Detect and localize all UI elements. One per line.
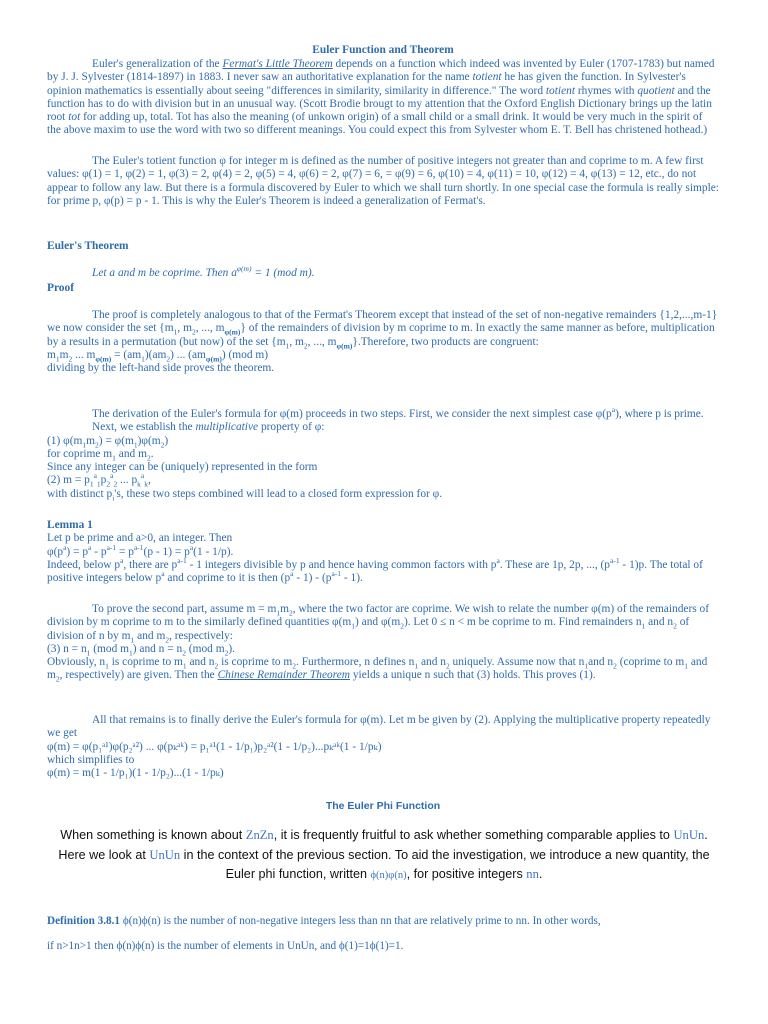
text: )(am xyxy=(144,348,167,361)
text: totient xyxy=(472,71,502,84)
text: (1 - 1/p). xyxy=(193,545,234,558)
simplifies-line: which simplifies to xyxy=(47,753,135,766)
text: To prove the second part, assume m = m xyxy=(92,603,277,615)
text: Euler's generalization of the xyxy=(92,58,223,70)
text: (mod m xyxy=(90,642,129,655)
text: ). Let 0 ≤ n < m be coprime to m. Find remainders n xyxy=(403,616,642,629)
proof-paragraph: The proof is completely analogous to that of the Fermat's Theorem except that instead of the set of non-negative remainders {1,2,...,m-1} we now consider the set {$m_1$, $m_2$, ..., $m_{\varphi(m)}$} of the remainders of division by m coprime to m. In exactly the same manner as before, multiplication by a results in a permutation (but now) of the set {$m_1$, $m_2$, ..., $m_{\varphi(m)}\}.Therefore$, two products are congruent: xyxy=(47,309,718,350)
derivation-paragraph: The derivation of the Euler's formula for φ(m) proceeds in two steps. First, we consider the next simplest case $\varphi(p^a)$, where p is prime. xyxy=(92,405,704,420)
text: depends on a function which indeed was invented by Euler (1707-1783) but named by J. J. Sylvester (1814-1897) in 1883. I never saw an authoritative explanation for the name xyxy=(47,58,715,84)
phi-intro-paragraph xyxy=(52,826,716,886)
closed-form-formula: φ(m) = m(1 - 1/p₁)(1 - 1/p₂)...(1 - 1/pₖ) xyxy=(47,767,224,780)
text: ) = φ(m xyxy=(98,434,134,447)
derivation-block xyxy=(47,405,719,503)
text: ) = p xyxy=(66,545,89,558)
multiplicative-line xyxy=(47,421,719,434)
text: , xyxy=(147,474,151,487)
text: ... m xyxy=(72,348,96,361)
text: ) ... (am xyxy=(170,348,206,361)
math-inline: nn xyxy=(526,867,539,881)
text: ). xyxy=(228,642,235,655)
crt-paragraph: Obviously, $n_1$ is coprime to $m_1$ and $n_2$ is coprime to $m_2$. Furthermore, n defines $n_1$ and $n_2$ uniquely. Assume now that $n_1and$ $n_2$ (coprime to $m_1$ and $m_2$, respectively) are given. Then the Chinese Remainder Theorem yields a unique n such that (3) holds. This proves (1). xyxy=(47,656,708,684)
text: tot xyxy=(68,111,81,124)
text: quotient xyxy=(637,84,675,97)
chinese-remainder-theorem-link[interactable]: Chinese Remainder Theorem xyxy=(217,669,351,682)
equation-3: (3) $n = n_1$ (mod $m_1$) and $n = n_2$ (mod $m_2$). xyxy=(47,642,235,658)
text: if n>1n>1 then ϕ(n)ϕ(n) is the number of elements in UnUn, and ϕ(1)=1ϕ(1)=1. xyxy=(47,940,404,952)
text: , respectively: xyxy=(169,629,233,642)
equation-1: (1) $\varphi(m_1m_2) = \varphi(m_1)\varphi(m_2)$ xyxy=(47,434,169,449)
text: . Here we look at xyxy=(58,828,708,862)
text: Let a and m be coprime. Then a xyxy=(92,267,237,279)
text: - 1). xyxy=(341,572,363,585)
text: . These are 1p, 2p, ..., (p xyxy=(499,558,610,571)
text: = (am xyxy=(111,348,142,361)
text: and the function has to do with division but in an unusual way. (Scott Brodie brougt to my attention that the Oxford English Dictionary brings up the latin root xyxy=(47,84,712,124)
text: . xyxy=(538,867,543,881)
math-inline: UnUn xyxy=(149,847,181,862)
text: - 1)p. The total of positive integers below p xyxy=(47,558,703,585)
text: , ..., m xyxy=(195,322,225,335)
intro-paragraph xyxy=(47,58,719,138)
proof-heading: Proof xyxy=(47,282,74,294)
text: he has given the function. In Sylvester's opinion mathematics is essentially about seeing "differences in similarity, similarity in difference." The word xyxy=(47,71,686,97)
second-part-block xyxy=(47,603,719,683)
text: ) (mod m) xyxy=(221,348,269,361)
text: multiplicative xyxy=(195,421,259,434)
text: ) and φ(m xyxy=(355,616,401,629)
text: = p xyxy=(116,545,134,558)
text: and m xyxy=(47,656,708,682)
exponent: φ(m) xyxy=(236,264,252,274)
text: m xyxy=(47,348,56,361)
coprime-line: for coprime $m_1$ and $m_2$. xyxy=(47,447,154,463)
text: uniquely. Assume now that n xyxy=(449,656,585,669)
text: } of the remainders of division by m coprime to m. In exactly the same manner as before, multiplication by a results in a permutation (but now) of the set {m xyxy=(47,322,715,348)
text: }.Therefore, two products are congruent: xyxy=(352,335,539,348)
text: , it is frequently fruitful to ask whether something comparable applies to xyxy=(273,828,674,842)
text: 's, these two steps combined will lead to a closed form expression for φ. xyxy=(114,487,443,500)
text: (1) φ(m xyxy=(47,434,83,447)
text: in the context of the previous section. To aid the investigation, we introduce a new quantity, the Euler phi function, written xyxy=(180,847,710,881)
text: (p - 1) = p xyxy=(143,545,190,558)
lemma-formula: $\varphi(p^a) = p^a - p^{a-1} = p^{a-1}(p - 1) = p^a(1 - 1/p)$. xyxy=(47,542,234,558)
text: m xyxy=(86,434,95,447)
text: and n xyxy=(418,656,446,669)
text: , there are p xyxy=(123,558,178,571)
text: Indeed, below p xyxy=(47,558,121,571)
theorem-statement xyxy=(92,264,712,280)
definition-label: Definition 3.8.1 xyxy=(47,915,121,927)
text: property of φ: xyxy=(258,421,325,434)
lemma-heading: Lemma 1 xyxy=(47,519,93,531)
text: φ(p xyxy=(47,545,64,558)
text: , m xyxy=(177,322,192,335)
equation-2: (2) $m = p_1^a_1p_2^a_2$ ... $p_k^a_k$, xyxy=(47,471,151,489)
lemma-block xyxy=(47,519,719,585)
text: is coprime to m xyxy=(218,656,293,669)
text: is coprime to m xyxy=(108,656,183,669)
phi-section-heading: The Euler Phi Function xyxy=(325,800,441,812)
product-formula: φ(m) = φ(p₁ᵃ¹)φ(p₂ᵃ²) ... φ(pₖᵃᵏ) = p₁ᵃ¹(1 - 1/p₁)p₂ᵃ²(1 - 1/p₂)...pₖᵃᵏ(1 - 1/pₖ) xyxy=(47,740,382,753)
text: , for positive integers xyxy=(406,867,527,881)
text: Obviously, n xyxy=(47,656,106,669)
text: , ..., m xyxy=(307,335,337,348)
text: totient xyxy=(545,84,575,97)
text: - 1) - (p xyxy=(293,572,332,585)
text: , respectively) are given. Then the xyxy=(59,669,218,682)
text: and n xyxy=(588,656,614,669)
text: , where the two factor are coprime. We wish to relate the number φ(m) of the remainders of division by m coprime to m to the similarly defined quantities φ(m xyxy=(47,603,710,629)
lemma-proof: Indeed, below $p^a$, there are $p^{a-1} - 1$ integers divisible by p and hence having common factors with $p^a$. These are 1p, 2p, ..., $(p^{a-1} - 1)p$. The total of positive integers below $p^a$ and coprime to it is then $(p^a - 1) - (p^{a-1} - 1)$. xyxy=(47,556,703,585)
fermats-little-theorem-link[interactable]: Fermat's Little Theorem xyxy=(222,58,333,70)
text: rhymes with xyxy=(574,84,638,97)
text: (coprime to m xyxy=(616,656,685,669)
final-paragraph: All that remains is to finally derive the Euler's formula for φ(m). Let m be given by (2). Applying the multiplicative property repeatedly we get xyxy=(47,714,711,740)
totient-definition-paragraph: The Euler's totient function φ for integer m is defined as the number of positive integers not greater than and coprime to m. A few first values: φ(1) = 1, φ(2) = 1, φ(3) = 2, φ(4) = 2, φ(5) = 4, φ(6) = 2, φ(7) = 6, = φ(9) = 6, φ(10) = 4, φ(11) = 10, φ(12) = 4, φ(13) = 12, etc., do not appear to follow any law. But there is a formula discovered by Euler to which we shall turn shortly. In one special case the formula is really simple: for prime p, φ(p) = p - 1. This is why the Euler's Theorem is indeed a generalization of Fermat's. xyxy=(47,155,719,207)
text: (3) n = n xyxy=(47,642,87,655)
text: and n xyxy=(186,656,215,669)
text: When something is known about xyxy=(60,828,246,842)
text: and m xyxy=(115,447,147,460)
text: ) xyxy=(164,434,169,447)
text: and n xyxy=(645,616,674,629)
text: . xyxy=(150,447,154,460)
text: (mod m xyxy=(185,642,225,655)
text: and coprime to it is then (p xyxy=(164,572,291,585)
text: ϕ(n)ϕ(n) is the number of non-negative integers less than nn that are relatively prime to nn. In other words, xyxy=(120,915,601,927)
text: - p xyxy=(91,545,107,558)
distinct-primes-line: with distinct $p_i's$, these two steps combined will lead to a closed form expression for φ. xyxy=(47,487,443,503)
text: with distinct p xyxy=(47,487,113,500)
text: of division of n by m xyxy=(47,616,690,642)
second-part-paragraph: To prove the second part, assume $m = m_1m_2$, where the two factor are coprime. We wish to relate the number φ(m) of the remainders of division by m coprime to m to the similarly defined quantities $\varphi(m_1)$ and $\varphi(m_2)$. Let 0 ≤ n < m be coprime to m. Find remainders $n_1$ and $n_2$ of division of n by $m_1$ and $m_2$, respectively: xyxy=(47,603,710,644)
math-inline: UnUn xyxy=(673,828,705,842)
text: Next, we establish the xyxy=(92,421,196,434)
text: ) and n = n xyxy=(132,642,183,655)
text: ), where p is prime. xyxy=(615,408,704,420)
text: . Furthermore, n defines n xyxy=(296,656,415,669)
text: p xyxy=(100,474,107,487)
text: - 1 integers divisible by p and hence having common factors with p xyxy=(186,558,497,571)
text: )φ(m xyxy=(137,434,161,447)
text: ... p xyxy=(117,474,138,487)
representation-line: Since any integer can be (uniquely) represented in the form xyxy=(47,461,318,474)
page-title: Euler Function and Theorem xyxy=(312,44,454,56)
text: for coprime m xyxy=(47,447,113,460)
final-derivation-block xyxy=(47,714,719,780)
math-inline: ZnZn xyxy=(245,828,274,842)
text: m xyxy=(59,348,69,361)
text: yields a unique n such that (3) holds. This proves (1). xyxy=(350,669,596,682)
text: The proof is completely analogous to that of the Fermat's Theorem except that instead of the set of non-negative remainders {1,2,...,m-1} we now consider the set {m xyxy=(47,309,718,335)
text: The derivation of the Euler's formula for φ(m) proceeds in two steps. First, we consider the next simplest case φ(p xyxy=(92,408,612,420)
text: m xyxy=(280,603,289,615)
definition-paragraph xyxy=(47,909,719,959)
congruence-equation: $m_1m_2$ ... $m_{\varphi(m)} = (am_1)(am_2)$ ... $(am_{\varphi(m)})$ (mod m) xyxy=(47,348,269,364)
text: (2) m = p xyxy=(47,474,90,487)
text: for adding up, total. Tot has also the meaning (of unkown origin) of a small child or a small drink. It would be very much in the spirit of the above maxim to use the word with two so different meanings. You could expect this from Sylvester whom E. T. Bell has christened hothead.) xyxy=(47,111,708,137)
text: = 1 (mod m). xyxy=(251,267,315,279)
theorem-heading: Euler's Theorem xyxy=(47,240,129,252)
text: , m xyxy=(289,335,304,348)
proof-conclusion: dividing by the left-hand side proves the theorem. xyxy=(47,362,275,375)
lemma-statement: Let p be prime and a>0, an integer. Then xyxy=(47,532,233,545)
text: and m xyxy=(134,629,166,642)
math-inline: ϕ(n)φ(n) xyxy=(370,870,407,881)
proof-block xyxy=(47,309,719,375)
